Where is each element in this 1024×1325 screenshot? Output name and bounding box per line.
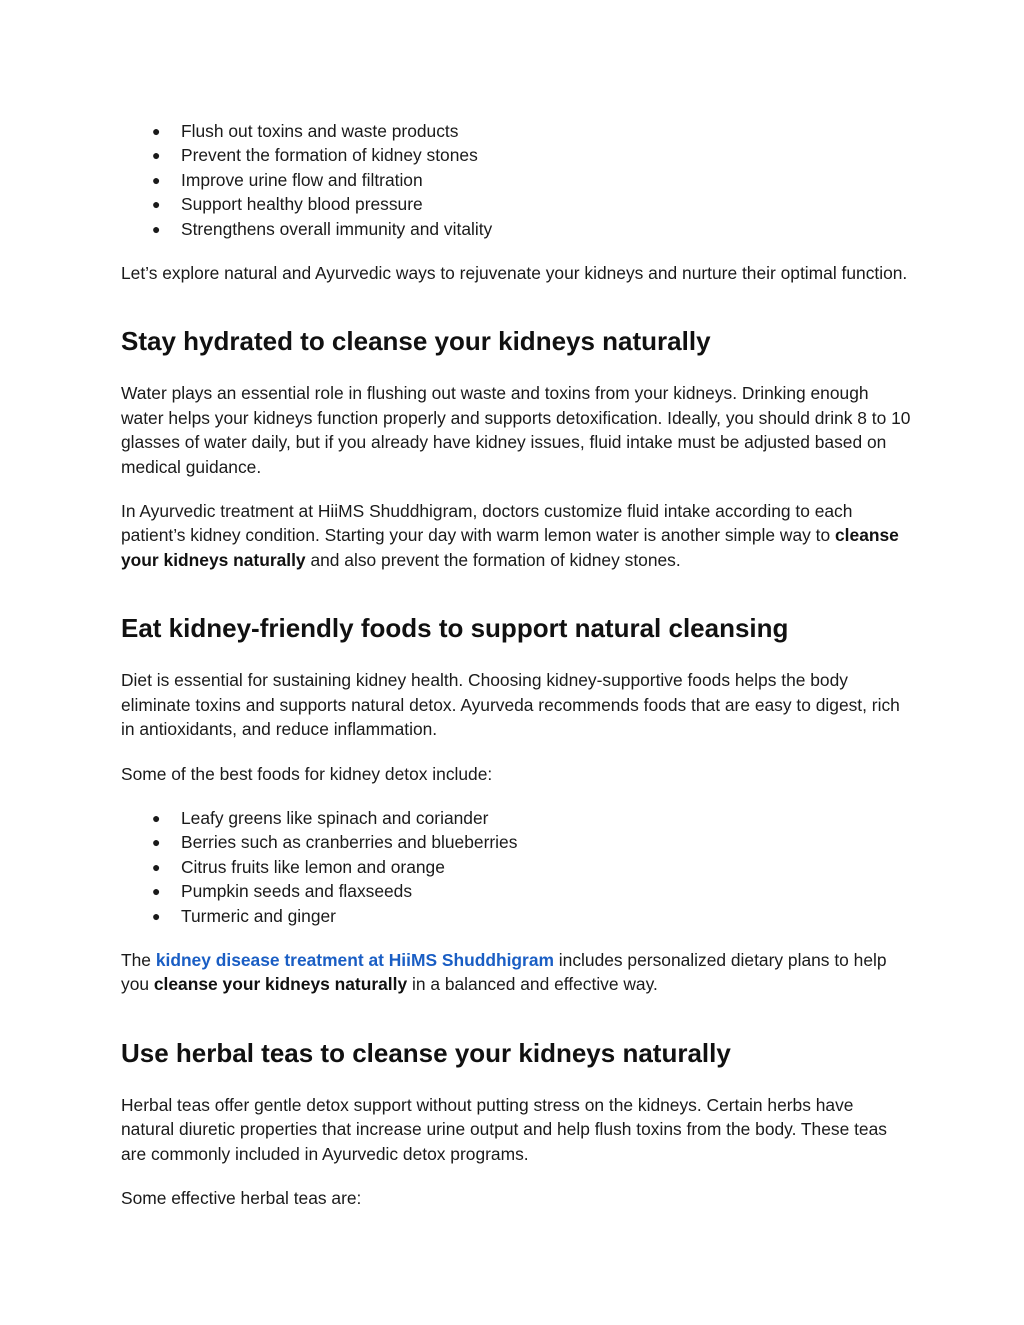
herbal-teas-paragraph: Herbal teas offer gentle detox support without putting stress on the kidneys. Certain herbs have natural diuretic properties that increase urine output and help flush toxins from the body. These teas are commonly included in Ayurvedic detox programs.	[121, 1094, 887, 1164]
bold-keyword: cleanse your kidneys naturally	[121, 525, 899, 570]
intro-paragraph: Let’s explore natural and Ayurvedic ways to rejuvenate your kidneys and nurture their optimal function.	[121, 263, 908, 284]
list-item: ● Berries such as cranberries and blueberries	[121, 830, 911, 854]
bullet-icon: ●	[152, 907, 161, 924]
list-item: ● Citrus fruits like lemon and orange	[121, 855, 911, 879]
hydration-paragraph: Water plays an essential role in flushing out waste and toxins from your kidneys. Drinking enough water helps your kidneys function properly and supports detoxification. Ideally, you should drink 8 to 10 glasses of water daily, but if you already have kidney issues, fluid intake must be adjusted based on medical guidance.	[121, 383, 911, 477]
bullet-icon: ●	[152, 220, 161, 237]
treatment-paragraph: The kidney disease treatment at HiiMS Shuddhigram includes personalized dietary plans to help you cleanse your kidneys naturally in a balanced and effective way.	[121, 949, 887, 995]
section-heading-foods: Eat kidney-friendly foods to support natural cleansing	[121, 613, 789, 644]
list-item: ● Prevent the formation of kidney stones	[121, 143, 911, 167]
bullet-icon: ●	[152, 834, 161, 851]
list-item: ● Leafy greens like spinach and coriander	[121, 806, 911, 830]
list-item: ● Strengthens overall immunity and vitality	[121, 217, 911, 241]
ayurvedic-fluid-paragraph: In Ayurvedic treatment at HiiMS Shuddhigram, doctors customize fluid intake according to each patient’s kidney condition. Starting your day with warm lemon water is another simple way to cleanse your kidneys naturally and also prevent the formation of kidney stones.	[121, 501, 899, 570]
list-item: ● Pumpkin seeds and flaxseeds	[121, 879, 911, 903]
bullet-icon: ●	[152, 809, 161, 826]
bullet-icon: ●	[152, 858, 161, 875]
foods-intro-paragraph: Some of the best foods for kidney detox include:	[121, 763, 493, 784]
bullet-icon: ●	[152, 147, 161, 164]
list-item: ● Flush out toxins and waste products	[121, 119, 911, 143]
list-item: ● Improve urine flow and filtration	[121, 168, 911, 192]
diet-paragraph: Diet is essential for sustaining kidney health. Choosing kidney-supportive foods helps the body eliminate toxins and supports natural detox. Ayurveda recommends foods that are easy to digest, rich in antioxidants, and reduce inflammation.	[121, 670, 900, 740]
bullet-icon: ●	[152, 883, 161, 900]
document-page	[121, 119, 911, 1210]
treatment-link[interactable]: kidney disease treatment at HiiMS Shuddhigram	[155, 949, 554, 970]
benefits-list	[121, 119, 911, 241]
bullet-icon: ●	[152, 123, 161, 139]
list-item: ● Turmeric and ginger	[121, 904, 911, 928]
section-heading-hydration: Stay hydrated to cleanse your kidneys naturally	[121, 326, 711, 357]
section-heading-herbal-teas: Use herbal teas to cleanse your kidneys naturally	[121, 1037, 731, 1068]
foods-list	[121, 806, 911, 928]
herbal-teas-intro-paragraph: Some effective herbal teas are:	[121, 1187, 362, 1208]
list-item: ● Support healthy blood pressure	[121, 192, 911, 216]
bold-keyword: cleanse your kidneys naturally	[153, 974, 408, 995]
bullet-icon: ●	[152, 171, 161, 188]
bullet-icon: ●	[152, 196, 161, 213]
